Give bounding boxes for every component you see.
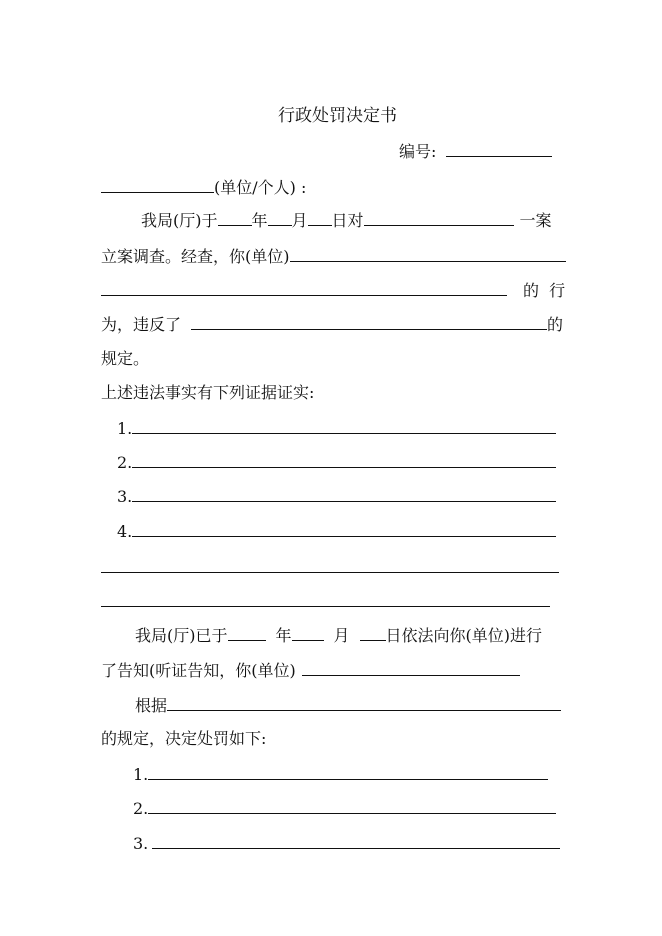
violation-blank (191, 314, 547, 330)
evidence-item-number: 3. (117, 487, 133, 506)
notice-day-blank (360, 625, 386, 641)
recipient-suffix: (单位/个人) : (214, 178, 307, 197)
para1-text-f: 立案调查。经查，你(单位) (101, 247, 290, 266)
evidence-item-3 (117, 486, 556, 506)
evidence-intro: 上述违法事实有下列证据证实: (101, 383, 315, 402)
para3-line1 (135, 695, 561, 715)
evidence-blank (132, 486, 556, 502)
blank-rule-1 (101, 572, 559, 573)
evidence-item-4 (117, 521, 556, 541)
para1-text-g: 的 行 (523, 281, 566, 300)
evidence-item-2 (117, 452, 556, 472)
para2-text-a: 我局(厅)已于 (135, 626, 228, 645)
finding-blank-2 (101, 280, 507, 296)
para1-line3 (101, 280, 565, 300)
para2-line1 (135, 625, 542, 645)
day-blank (308, 210, 332, 226)
finding-blank-1 (290, 246, 566, 262)
para1-text-d: 日对 (331, 211, 364, 230)
evidence-item-number: 2. (117, 453, 133, 472)
party-blank (364, 210, 514, 226)
penalty-item-number: 3. (133, 834, 149, 853)
year-blank (218, 210, 252, 226)
month-blank (268, 210, 292, 226)
penalty-item-3 (133, 833, 560, 853)
para1-text-b: 年 (251, 211, 268, 230)
evidence-blank (132, 418, 556, 434)
document-number (399, 141, 552, 161)
evidence-blank (132, 521, 556, 537)
penalty-blank (148, 764, 548, 780)
para1-line2 (101, 246, 566, 266)
penalty-blank (152, 833, 560, 849)
para2-text-d: 日依法向你(单位)进行 (385, 626, 543, 645)
para1-text-a: 我局(厅)于 (141, 211, 218, 230)
para1-text-e: 一案 (519, 211, 552, 230)
number-blank (446, 141, 552, 157)
para1-text-h: 为，违反了 (101, 315, 182, 334)
para2-text-c: 月 (333, 626, 350, 645)
para3-line2: 的规定，决定处罚如下: (101, 729, 267, 748)
para1-line5: 规定。 (101, 349, 150, 368)
para1-line4 (101, 314, 563, 334)
para1-text-c: 月 (291, 211, 308, 230)
evidence-blank (132, 452, 556, 468)
evidence-item-number: 4. (117, 522, 133, 541)
para2-text-e: 了告知(听证告知，你(单位) (101, 661, 296, 680)
evidence-item-number: 1. (117, 419, 133, 438)
notice-month-blank (292, 625, 324, 641)
recipient-line (101, 177, 306, 197)
document-title: 行政处罚决定书 (278, 106, 397, 126)
penalty-item-1 (133, 764, 548, 784)
penalty-blank (148, 798, 556, 814)
recipient-blank (101, 177, 214, 193)
blank-rule-2 (101, 606, 550, 607)
para2-text-b: 年 (275, 626, 292, 645)
para3-text-a: 根据 (135, 696, 168, 715)
evidence-item-1 (117, 418, 556, 438)
para1-text-i: 的 (547, 315, 564, 334)
para1-line1 (141, 210, 552, 230)
penalty-item-number: 1. (133, 765, 149, 784)
penalty-item-2 (133, 798, 556, 818)
notice-year-blank (228, 625, 266, 641)
penalty-item-number: 2. (133, 799, 149, 818)
hearing-blank (302, 660, 520, 676)
number-label: 编号: (399, 142, 437, 161)
para2-line2 (101, 660, 520, 680)
basis-blank (167, 695, 561, 711)
